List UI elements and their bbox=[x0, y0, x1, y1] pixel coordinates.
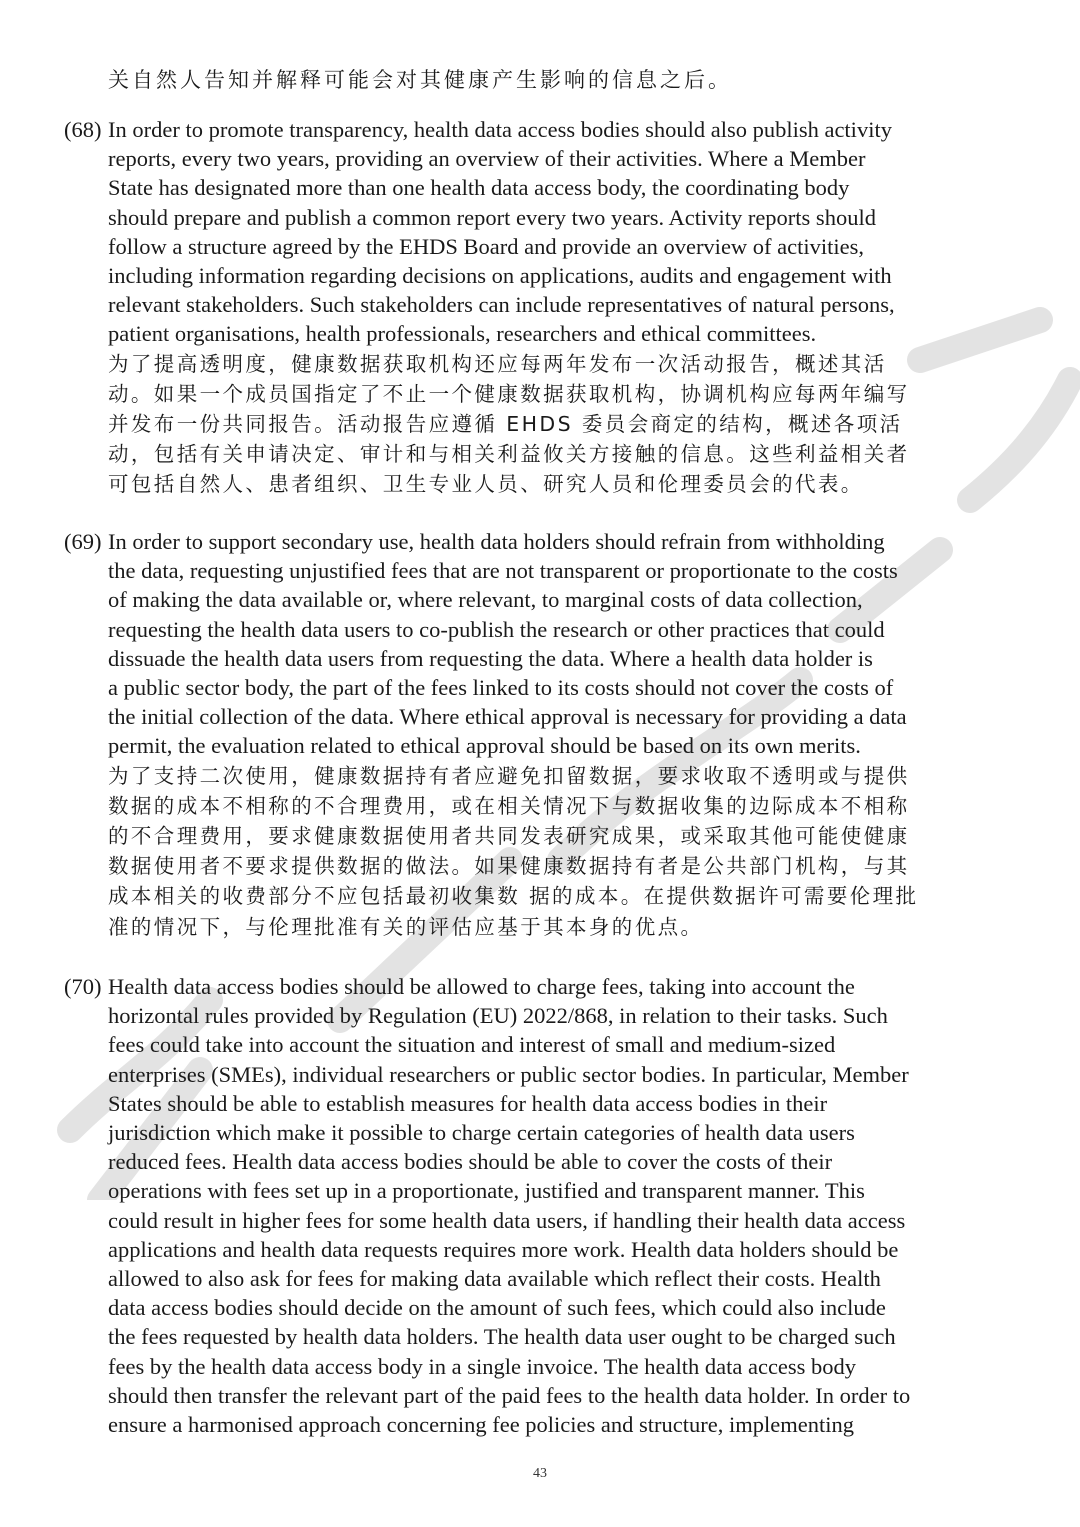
text-line: of making the data available or, where relevant, to marginal costs of data collection, bbox=[108, 587, 863, 613]
recital-english-text bbox=[108, 115, 1024, 349]
text-line: relevant stakeholders. Such stakeholders can include representatives of natural persons, bbox=[108, 292, 895, 318]
text-line: 为了支持二次使用，健康数据持有者应避免扣留数据，要求收取不透明或与提供 bbox=[108, 763, 910, 788]
lead-chinese-line: 关自然人告知并解释可能会对其健康产生影响的信息之后。 bbox=[108, 68, 732, 92]
text-line: applications and health data requests requires more work. Health data holders should be bbox=[108, 1236, 899, 1262]
text-line: 可包括自然人、患者组织、卫生专业人员、研究人员和伦理委员会的代表。 bbox=[108, 472, 864, 497]
text-line: 成本相关的收费部分不应包括最初收集数 据的成本。在提供数据许可需要伦理批 bbox=[108, 884, 919, 909]
text-line: including information regarding decisions on applications, audits and engagement with bbox=[108, 263, 892, 289]
text-line: 数据的成本不相称的不合理费用，或在相关情况下与数据收集的边际成本不相称 bbox=[108, 793, 910, 818]
text-line: In order to support secondary use, health data holders should refrain from withholding bbox=[108, 529, 885, 554]
text-line: a public sector body, the part of the fees linked to its costs should not cover the costs of bbox=[108, 675, 894, 701]
recital-chinese-text bbox=[108, 349, 1024, 500]
text-line: State has designated more than one health data access body, the coordinating body bbox=[108, 175, 850, 201]
text-line: follow a structure agreed by the EHDS Board and provide an overview of activities, bbox=[108, 233, 865, 259]
recital-number: (70) bbox=[64, 974, 102, 999]
text-line: 动，包括有关申请决定、审计和与相关利益攸关方接触的信息。这些利益相关者 bbox=[108, 442, 910, 467]
text-line: should prepare and publish a common report every two years. Activity reports should bbox=[108, 204, 876, 230]
text-line: ensure a harmonised approach concerning fee policies and structure, implementing bbox=[108, 1412, 854, 1438]
text-line: 并发布一份共同报告。活动报告应遵循 EHDS 委员会商定的结构，概述各项活 bbox=[108, 412, 903, 437]
recital-number: (68) bbox=[64, 117, 102, 142]
recital-chinese-text bbox=[108, 761, 1024, 942]
text-line: 为了提高透明度，健康数据获取机构还应每两年发布一次活动报告，概述其活 bbox=[108, 351, 887, 376]
recital-68 bbox=[64, 115, 1024, 500]
text-line: enterprises (SMEs), individual researchers or public sector bodies. In particular, Member bbox=[108, 1061, 909, 1087]
recital-english-text bbox=[108, 972, 1024, 1439]
text-line: the data, requesting unjustified fees that are not transparent or proportionate to the costs bbox=[108, 558, 898, 584]
text-line: should then transfer the relevant part of the paid fees to the health data holder. In order to bbox=[108, 1382, 911, 1408]
recital-69 bbox=[64, 527, 1024, 942]
text-line: fees by the health data access body in a single invoice. The health data access body bbox=[108, 1353, 857, 1379]
text-line: 的不合理费用，要求健康数据使用者共同发表研究成果，或采取其他可能使健康 bbox=[108, 824, 910, 849]
text-line: fees could take into account the situation and interest of small and medium-sized bbox=[108, 1032, 836, 1058]
text-line: jurisdiction which make it possible to charge certain categories of health data users bbox=[108, 1120, 855, 1146]
text-line: could result in higher fees for some health data users, if handling their health data access bbox=[108, 1207, 906, 1233]
text-line: 准的情况下，与伦理批准有关的评估应基于其本身的优点。 bbox=[108, 914, 704, 939]
text-line: States should be able to establish measures for health data access bodies in their bbox=[108, 1090, 828, 1116]
text-line: allowed to also ask for fees for making data available which reflect their costs. Health bbox=[108, 1266, 881, 1292]
text-line: requesting the health data users to co-publish the research or other practices that could bbox=[108, 616, 885, 642]
text-line: the initial collection of the data. Where ethical approval is necessary for providing a data bbox=[108, 704, 907, 730]
recital-english-text bbox=[108, 527, 1024, 761]
text-line: 数据使用者不要求提供数据的做法。如果健康数据持有者是公共部门机构，与其 bbox=[108, 854, 910, 879]
text-line: reports, every two years, providing an overview of their activities. Where a Member bbox=[108, 146, 866, 172]
recital-number: (69) bbox=[64, 529, 102, 554]
text-line: patient organisations, health professionals, researchers and ethical committees. bbox=[108, 321, 817, 347]
text-line: horizontal rules provided by Regulation (EU) 2022/868, in relation to their tasks. Such bbox=[108, 1003, 888, 1029]
text-line: data access bodies should decide on the amount of such fees, which could also include bbox=[108, 1295, 886, 1321]
text-line: Health data access bodies should be allowed to charge fees, taking into account the bbox=[108, 974, 855, 999]
text-line: permit, the evaluation related to ethical approval should be based on its own merits. bbox=[108, 733, 861, 759]
recital-70 bbox=[64, 972, 1024, 1439]
text-line: the fees requested by health data holders. The health data user ought to be charged such bbox=[108, 1324, 896, 1350]
text-line: 动。如果一个成员国指定了不止一个健康数据获取机构，协调机构应每两年编写 bbox=[108, 381, 910, 406]
page-number: 43 bbox=[533, 1466, 547, 1481]
text-line: reduced fees. Health data access bodies should be able to cover the costs of their bbox=[108, 1149, 833, 1175]
text-line: dissuade the health data users from requesting the data. Where a health data holder is bbox=[108, 645, 873, 671]
text-line: operations with fees set up in a proportionate, justified and transparent manner. This bbox=[108, 1178, 865, 1204]
text-line: In order to promote transparency, health data access bodies should also publish activity bbox=[108, 117, 892, 142]
